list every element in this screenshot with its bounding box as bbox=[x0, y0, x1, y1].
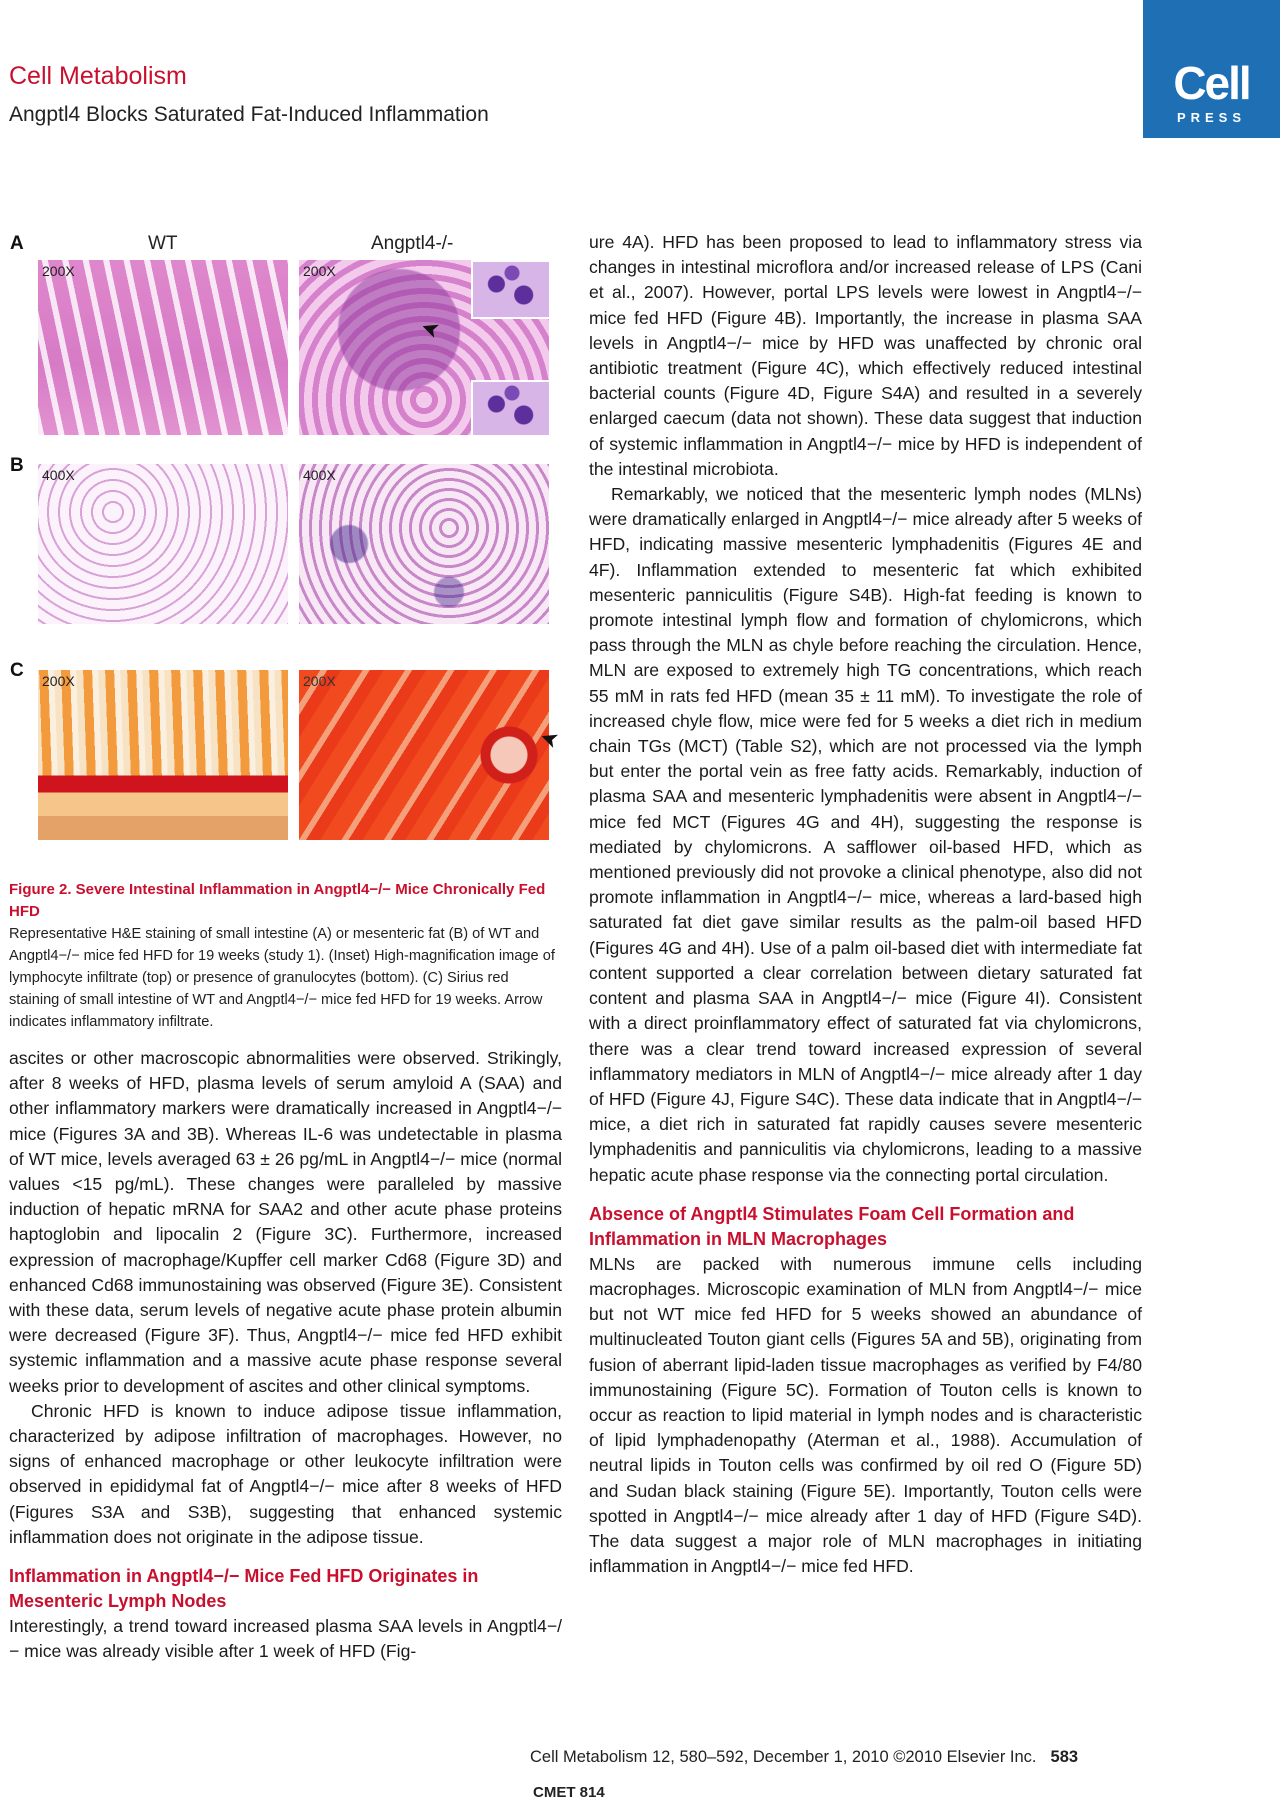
column-head-ko: Angptl4-/- bbox=[371, 233, 454, 254]
figure-caption bbox=[9, 879, 562, 1033]
paragraph: ure 4A). HFD has been proposed to lead to inflammatory stress via changes in intestinal microflora and/or increased release of LPS (Cani et al., 2007). However, portal LPS levels were lowest in Angptl4−/− mice fed HFD (Figure 4B). Importantly, the increase in plasma SAA levels in Angptl4−/− mice by HFD was unaffected by chronic oral antibiotic treatment (Figure 4C), which effectively reduced intestinal bacterial counts (Figure 4D, Figure S4A) and resulted in a severely enlarged caecum (data not shown). These data suggest that induction of systemic inflammation in Angptl4−/− mice by HFD is independent of the intestinal microbiota. bbox=[589, 232, 1142, 479]
magnification-label: 200X bbox=[42, 673, 75, 689]
arrow-icon: ➤ bbox=[536, 724, 562, 755]
micrograph-a-wt bbox=[38, 260, 288, 435]
magnification-label: 200X bbox=[42, 263, 75, 279]
paragraph: Interestingly, a trend toward increased plasma SAA levels in Angptl4−/− mice was already visible after 1 week of HFD (Fig- bbox=[9, 1616, 562, 1662]
logo-press: PRESS bbox=[1176, 110, 1247, 125]
panel-letter-a: A bbox=[10, 233, 24, 254]
page-number: 583 bbox=[1050, 1748, 1079, 1766]
logo-word: Cell bbox=[1173, 57, 1250, 109]
arrow-icon: ➤ bbox=[417, 314, 443, 345]
page-footer bbox=[530, 1748, 1078, 1767]
panel-letter-b: B bbox=[10, 455, 24, 476]
paragraph: MLNs are packed with numerous immune cells including macrophages. Microscopic examination of MLN from Angptl4−/− mice but not WT mice fed HFD for 5 weeks showed an abundance of multinucleated Touton giant cells (Figures 5A and 5B), originating from fusion of aberrant lipid-laden tissue macrophages as verified by F4/80 immunostaining (Figure 5C). Formation of Touton cells is known to occur as reaction to lipid material in lymph nodes and is characteristic of lipid lymphadenopathy (Aterman et al., 1988). Accumulation of neutral lipids in Touton cells was confirmed by oil red O (Figure 5D) and Sudan black staining (Figure 5E). Importantly, Touton cells were spotted in Angptl4−/− mice already after 1 day of HFD (Figure S4D). The data suggest a major role of MLN macrophages in initiating inflammation in Angptl4−/− mice fed HFD. bbox=[589, 1253, 1142, 1577]
caption-title: Figure 2. Severe Intestinal Inflammation in Angptl4−/− Mice Chronically Fed HFD bbox=[9, 881, 546, 920]
left-text-column bbox=[9, 1046, 562, 1664]
micrograph-c-ko bbox=[299, 670, 549, 840]
magnification-label: 200X bbox=[303, 673, 336, 689]
panel-letter-c: C bbox=[10, 660, 24, 681]
inset-lymphocytes bbox=[471, 260, 549, 319]
paragraph: Remarkably, we noticed that the mesenteric lymph nodes (MLNs) were dramatically enlarged in Angptl4−/− mice already after 5 weeks of HFD, indicating massive mesenteric lymphadenitis (Figures 4E and 4F). Inflammation extended to mesenteric fat which exhibited mesenteric panniculitis (Figure S4B). High-fat feeding is known to promote intestinal lymph flow and formation of chylomicrons, which pass through the MLN as chyle before reaching the circulation. Hence, MLN are exposed to extremely high TG concentrations, which reach 55 mM in rats fed HFD (mean 35 ± 11 mM). To investigate the role of increased chyle flow, mice were fed for 5 weeks a diet rich in medium chain TGs (MCT) (Table S2), which are not processed via the lymph but enter the portal vein as free fatty acids. Remarkably, induction of plasma SAA and mesenteric lymphadenitis were absent in Angptl4−/− mice fed MCT (Figures 4G and 4H), suggesting the response is mediated by chylomicrons. A safflower oil-based HFD, which as mentioned previously did not provoke a clinical phenotype, also did not promote inflammation in Angptl4−/− mice, whereas a lard-based high saturated fat diet gave similar results as the palm-oil based HFD (Figures 4G and 4H). Use of a palm oil-based diet with intermediate fat content supported a clear correlation between dietary saturated fat content and plasma SAA in Angptl4−/− mice (Figure 4I). Consistent with a direct proinflammatory effect of saturated fat via chylomicrons, there was a clear trend toward increased expression of several inflammatory mediators in MLN of Angptl4−/− mice already after 1 day of HFD (Figure 4J, Figure S4C). These data indicate that in Angptl4−/− mice, a diet rich in saturated fat rapidly causes severe mesenteric lymphadenitis and panniculitis via chylomicrons, leading to a massive hepatic acute phase response via the connecting portal circulation. bbox=[589, 484, 1142, 1185]
micrograph-c-wt bbox=[38, 670, 288, 840]
micrograph-a-ko bbox=[299, 260, 549, 435]
magnification-label: 400X bbox=[303, 467, 336, 483]
journal-title: Cell Metabolism bbox=[9, 62, 187, 90]
micrograph-b-wt bbox=[38, 464, 288, 624]
paragraph: ascites or other macroscopic abnormalities were observed. Strikingly, after 8 weeks of HFD, plasma levels of serum amyloid A (SAA) and other inflammatory markers were dramatically increased in Angptl4−/− mice (Figures 3A and 3B). Whereas IL-6 was undetectable in plasma of WT mice, levels averaged 63 ± 26 pg/mL in Angptl4−/− mice (normal values <15 pg/mL). These changes were paralleled by massive induction of hepatic mRNA for SAA2 and other acute phase proteins haptoglobin and lipocalin 2 (Figure 3C). Furthermore, increased expression of macrophage/Kupffer cell marker Cd68 (Figure 3D) and enhanced Cd68 immunostaining was observed (Figure 3E). Consistent with these data, serum levels of negative acute phase protein albumin were decreased (Figure 3F). Thus, Angptl4−/− mice fed HFD exhibit systemic inflammation and a massive acute phase response several weeks prior to development of ascites and other clinical symptoms. bbox=[9, 1048, 562, 1396]
magnification-label: 200X bbox=[303, 263, 336, 279]
column-head-wt: WT bbox=[148, 233, 178, 254]
magnification-label: 400X bbox=[42, 467, 75, 483]
running-title: Angptl4 Blocks Saturated Fat-Induced Inflammation bbox=[9, 103, 489, 126]
figure-2 bbox=[0, 230, 565, 860]
inset-granulocytes bbox=[471, 380, 549, 435]
cell-press-logo[interactable] bbox=[1143, 0, 1280, 138]
section-heading: Inflammation in Angptl4−/− Mice Fed HFD Originates in Mesenteric Lymph Nodes bbox=[9, 1566, 479, 1612]
micrograph-b-ko bbox=[299, 464, 549, 624]
citation: Cell Metabolism 12, 580–592, December 1, 2010 ©2010 Elsevier Inc. bbox=[530, 1748, 1037, 1766]
right-text-column bbox=[589, 230, 1142, 1579]
section-heading: Absence of Angptl4 Stimulates Foam Cell Formation and Inflammation in MLN Macrophages bbox=[589, 1203, 1075, 1249]
paragraph: Chronic HFD is known to induce adipose tissue inflammation, characterized by adipose infiltration of macrophages. However, no signs of enhanced macrophage or other leukocyte infiltration were observed in epididymal fat of Angptl4−/− mice after 8 weeks of HFD (Figures S3A and S3B), suggesting that enhanced systemic inflammation does not originate in the adipose tissue. bbox=[9, 1400, 562, 1547]
caption-body: Representative H&E staining of small intestine (A) or mesenteric fat (B) of WT and Angptl4−/− mice fed HFD for 19 weeks (study 1). (Inset) High-magnification image of lymphocyte infiltrate (top) or presence of granulocytes (bottom). (C) Sirius red staining of small intestine of WT and Angptl4−/− mice fed HFD for 19 weeks. Arrow indicates inflammatory infiltrate. bbox=[9, 926, 555, 1030]
manuscript-code: CMET 814 bbox=[533, 1784, 605, 1801]
